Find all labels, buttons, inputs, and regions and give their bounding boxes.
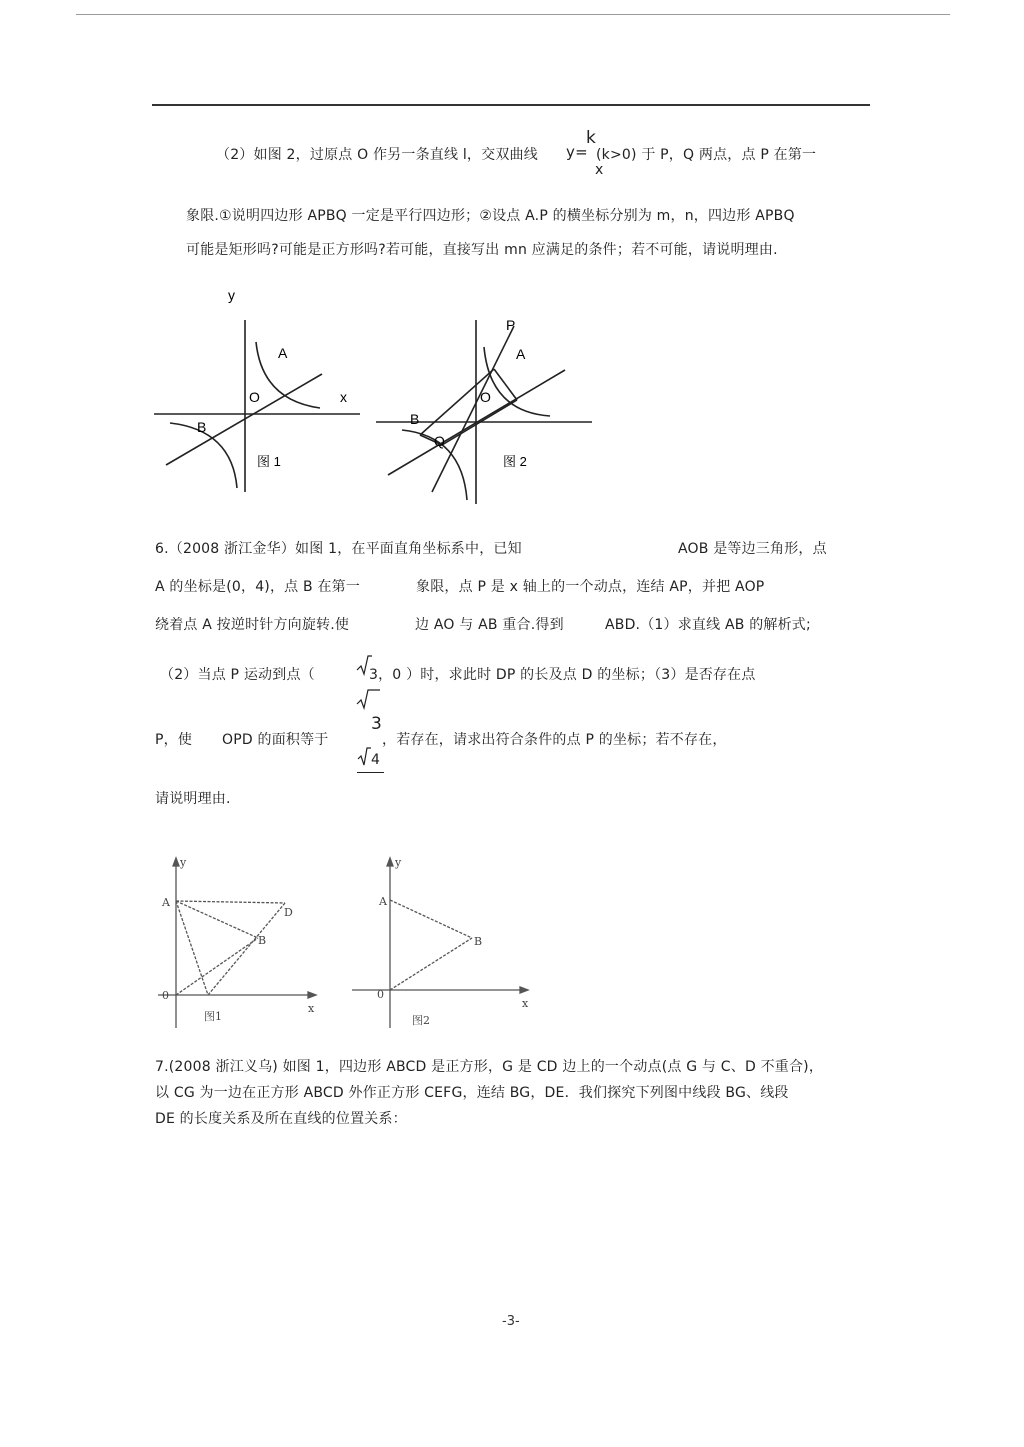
fig-a1-label-x: x: [340, 389, 347, 405]
fig-a1-label-y: y: [228, 287, 235, 303]
fraction-numerator-k: k: [586, 128, 596, 148]
fraction-denominator: 4: [371, 752, 381, 768]
problem-2-line1-b: (k>0) 于 P，Q 两点，点 P 在第一: [596, 147, 817, 163]
fig-a2-label-p: P: [506, 317, 516, 333]
fig-a1-label-a: A: [278, 345, 288, 361]
fig-b2-label-y: y: [395, 856, 402, 869]
fig-a1-label-o: O: [249, 389, 260, 405]
problem-6-line3-a: 绕着点 A 按逆时针方向旋转.使: [155, 617, 350, 633]
problem-2-line2: 象限.①说明四边形 APBQ 一定是平行四边形；②设点 A.P 的横坐标分别为 m，n，四边形 APBQ: [186, 208, 795, 224]
fig-a1-label-b: B: [197, 419, 207, 435]
problem-2-yeq: y=: [566, 143, 588, 161]
problem-7-line2: 以 CG 为一边在正方形 ABCD 外作正方形 CEFG，连结 BG，DE．我们探究下列图中线段 BG、线段: [155, 1085, 789, 1101]
figure-a1: [150, 280, 360, 500]
problem-6-line4-a: （2）当点 P 运动到点（: [160, 667, 315, 683]
fig-b1-label-d: D: [284, 906, 293, 919]
problem-6-line5-c: ，若存在，请求出符合条件的点 P 的坐标；若不存在，: [382, 732, 727, 748]
problem-6-line3-b: 边 AO 与 AB 重合.得到: [415, 617, 564, 633]
fig-b2-caption: 图2: [412, 1014, 430, 1027]
fraction-numerator: 3: [371, 714, 383, 734]
problem-7-line3: DE 的长度关系及所在直线的位置关系：: [155, 1111, 407, 1127]
header-rule: [152, 104, 870, 106]
fig-b1-label-a: A: [162, 896, 170, 909]
figure-b1: [154, 852, 324, 1032]
problem-6-line5-a: P，使: [155, 732, 193, 748]
page-number: -3-: [502, 1314, 520, 1329]
fig-a2-label-a: A: [516, 346, 526, 362]
problem-7-line1: 7.(2008 浙江义乌) 如图 1，四边形 ABCD 是正方形，G 是 CD 边上的一个动点(点 G 与 C、D 不重合)，: [155, 1059, 824, 1075]
figure-b2: [350, 852, 540, 1032]
fig-b2-label-b: B: [474, 935, 483, 948]
problem-6-line6: 请说明理由.: [155, 791, 231, 807]
problem-2-line1-a: （2）如图 2，过原点 O 作另一条直线 l，交双曲线: [216, 147, 538, 163]
sqrt-icon: [356, 688, 380, 712]
problem-6-line1-a: 6.（2008 浙江金华）如图 1，在平面直角坐标系中，已知: [155, 541, 522, 557]
problem-2-line3: 可能是矩形吗?可能是正方形吗?若可能，直接写出 mn 应满足的条件；若不可能，请说明理由.: [186, 242, 778, 258]
fig-b2-label-a: A: [379, 895, 387, 908]
fig-a2-label-b: B: [410, 411, 420, 427]
problem-6-line2-b: 象限，点 P 是 x 轴上的一个动点，连结 AP，并把 AOP: [416, 579, 765, 595]
fig-b2-label-o: 0: [377, 988, 384, 1001]
sqrt-icon: [357, 746, 371, 768]
fig-b1-label-y: y: [180, 856, 187, 869]
top-rule: [76, 14, 950, 15]
fig-b1-label-x: x: [308, 1002, 315, 1015]
fig-b1-label-o: 0: [162, 989, 169, 1002]
fig-b2-label-x: x: [522, 997, 529, 1010]
fraction-denominator-x: x: [595, 162, 604, 178]
fig-b1-caption: 图1: [204, 1010, 222, 1023]
fig-b1-label-b: B: [258, 934, 267, 947]
problem-6-line3-c: ABD.（1）求直线 AB 的解析式;: [605, 617, 811, 633]
problem-6-line1-b: AOB 是等边三角形，点: [678, 541, 827, 557]
fig-a2-caption: 图 2: [503, 454, 527, 469]
fig-a1-caption: 图 1: [257, 454, 281, 469]
fig-a2-label-o: O: [480, 389, 491, 405]
fig-a2-label-q: Q: [434, 433, 445, 449]
problem-6-line4-b: 3，0 ）时，求此时 DP 的长及点 D 的坐标；（3）是否存在点: [369, 667, 756, 683]
fraction-bar: [357, 772, 384, 773]
problem-6-line2-a: A 的坐标是(0，4)，点 B 在第一: [155, 579, 361, 595]
figure-a2: [372, 312, 597, 512]
problem-6-line5-b: OPD 的面积等于: [222, 732, 329, 748]
